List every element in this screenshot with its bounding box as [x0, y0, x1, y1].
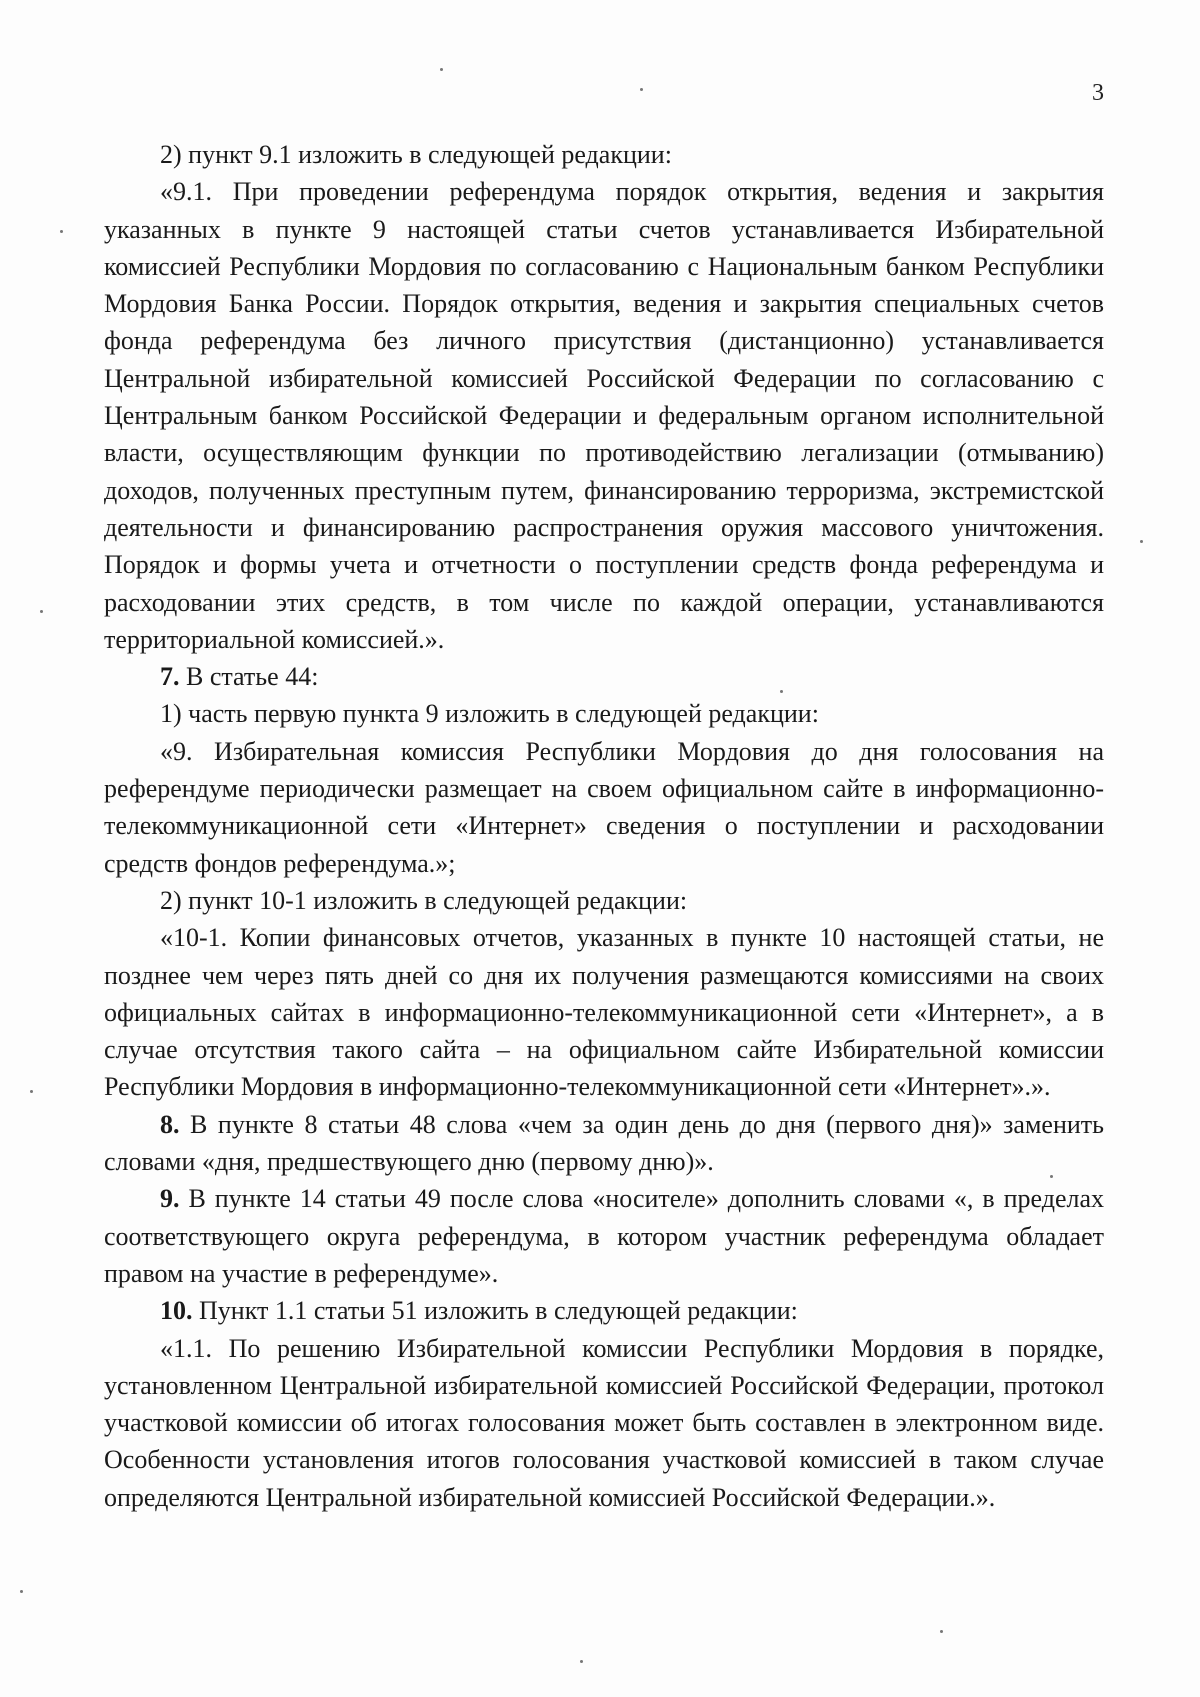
item-number: 8.: [160, 1109, 180, 1139]
paragraph-text: В пункте 8 статьи 48 слова «чем за один день до дня (первого дня)» заменить словами «дня, предшествующего дню (первому дню)».: [104, 1109, 1104, 1177]
paragraph: [104, 658, 1104, 695]
paragraph-text: В статье 44:: [179, 662, 319, 692]
paragraph: [104, 695, 1104, 732]
paragraph: [104, 733, 1104, 882]
paragraph-text: «9.1. При проведении референдума порядок открытия, ведения и закрытия указанных в пункте 9 настоящей статьи счетов устанавливается Избирательной комиссией Республики Мордовия по согласованию с Национальным банком Республики Мордовия Банка России. Порядок открытия, ведения и закрытия специальных счетов фонда референдума без личного присутствия (дистанционно) устанавливается Центральной избирательной комиссией Российской Федерации по согласованию с Центральным банком Российской Федерации и федеральным органом исполнительной власти, осуществляющим функции по противодействию легализации (отмыванию) доходов, полученных преступным путем, финансированию терроризма, экстремистской деятельности и финансированию распространения оружия массового уничтожения. Порядок и формы учета и отчетности о поступлении средств фонда референдума и расходовании этих средств, в том числе по каждой операции, устанавливаются территориальной комиссией.».: [104, 177, 1104, 654]
paragraph-text: 2) пункт 10-1 изложить в следующей редакции:: [160, 885, 688, 915]
paragraph: [104, 173, 1104, 658]
scan-speck: [1050, 1175, 1053, 1178]
paragraph-text: «1.1. По решению Избирательной комиссии Республики Мордовия в порядке, установленном Центральной избирательной комиссией Российской Федерации, протокол участковой комиссии об итогах голосования может быть составлен в электронном виде. Особенности установления итогов голосования участковой комиссией в таком случае определяются Центральной избирательной комиссией Российской Федерации.».: [104, 1333, 1104, 1512]
paragraph: [104, 1330, 1104, 1516]
page-number: 3: [1092, 80, 1104, 106]
scan-speck: [60, 230, 63, 233]
paragraph: [104, 136, 1104, 173]
paragraph-text: 2) пункт 9.1 изложить в следующей редакции:: [160, 140, 672, 169]
paragraph: [104, 1292, 1104, 1329]
paragraph-text: «10-1. Копии финансовых отчетов, указанных в пункте 10 настоящей статьи, не позднее чем через пять дней со дня их получения размещаются комиссиями на своих официальных сайтах в информационно-телекоммуникационной сети «Интернет», а в случае отсутствия такого сайта – на официальном сайте Избирательной комиссии Республики Мордовия в информационно-телекоммуникационной сети «Интернет».».: [104, 923, 1104, 1102]
scan-speck: [640, 88, 643, 91]
scan-speck: [940, 1630, 943, 1633]
item-number: 9.: [160, 1184, 180, 1214]
scan-speck: [30, 1090, 33, 1093]
paragraph: [104, 1106, 1104, 1181]
paragraph: [104, 919, 1104, 1105]
paragraph: [104, 882, 1104, 919]
scan-speck: [440, 68, 443, 71]
scan-speck: [580, 1660, 583, 1663]
scan-speck: [1140, 540, 1143, 543]
paragraph: [104, 1180, 1104, 1292]
paragraph-text: 1) часть первую пункта 9 изложить в следующей редакции:: [160, 699, 819, 729]
paragraph-text: Пункт 1.1 статьи 51 изложить в следующей редакции:: [192, 1296, 798, 1326]
item-number: 10.: [160, 1296, 193, 1326]
scan-speck: [20, 1590, 23, 1593]
scan-speck: [780, 690, 783, 693]
paragraph-text: В пункте 14 статьи 49 после слова «носителе» дополнить словами «, в пределах соответствующего округа референдума, в котором участник референдума обладает правом на участие в референдуме».: [104, 1184, 1104, 1288]
paragraph-text: «9. Избирательная комиссия Республики Мордовия до дня голосования на референдуме периодически размещает на своем официальном сайте в информационно-телекоммуникационной сети «Интернет» сведения о поступлении и расходовании средств фондов референдума.»;: [104, 736, 1104, 878]
scan-speck: [40, 610, 43, 613]
document-body: [104, 136, 1104, 1516]
item-number: 7.: [160, 662, 180, 692]
